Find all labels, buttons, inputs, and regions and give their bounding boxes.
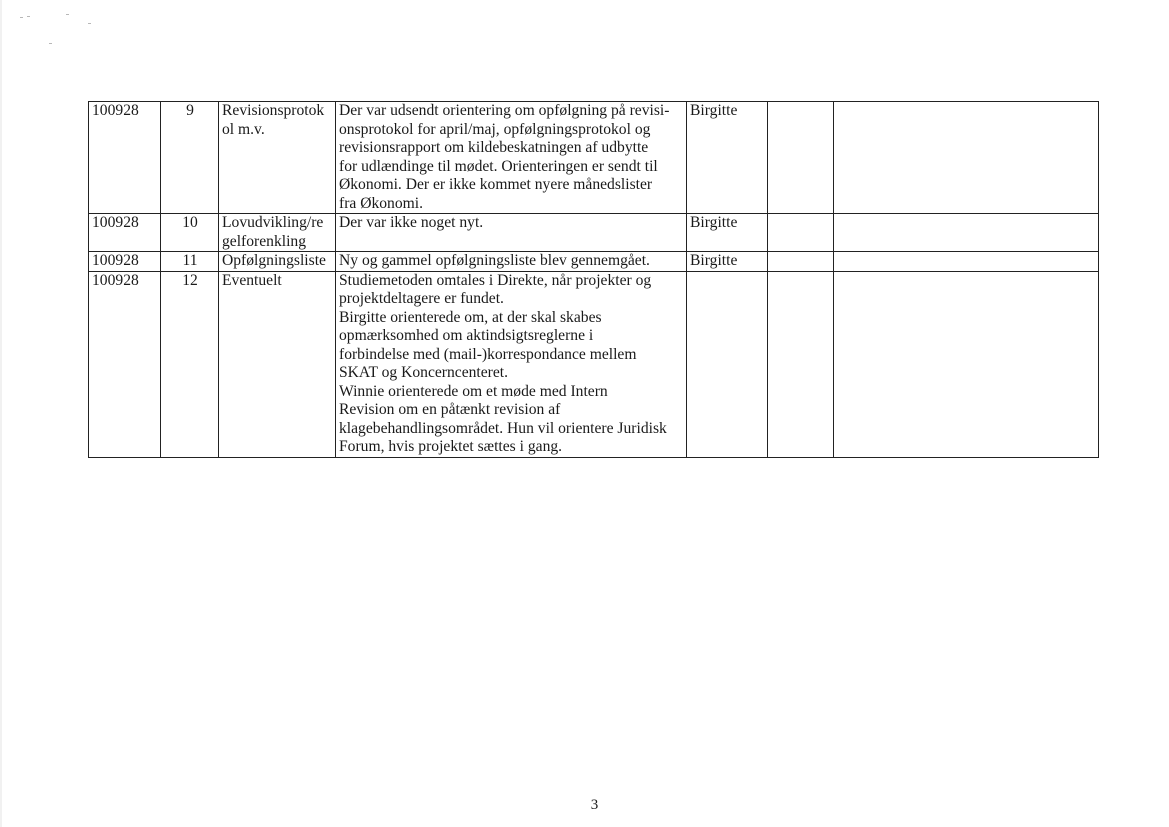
description-cell-line: Ny og gammel opfølgningsliste blev gennemgået. — [339, 252, 650, 269]
description-cell-line: klagebehandlingsområdet. Hun vil orientere Juridisk — [339, 419, 667, 437]
scan-speck — [88, 23, 91, 24]
scan-speck — [27, 16, 30, 17]
description-cell-line: Birgitte orienterede om, at der skal skabes — [339, 308, 602, 326]
subject-cell — [219, 271, 336, 457]
empty-cell — [834, 102, 1099, 214]
item-number-cell: 9 — [161, 102, 219, 214]
responsible-cell: Birgitte — [687, 102, 768, 214]
description-cell — [336, 271, 687, 457]
date-cell: 100928 — [89, 102, 161, 214]
date-cell: 100928 — [89, 252, 161, 272]
table-row — [89, 252, 1099, 272]
table-row — [89, 102, 1099, 214]
description-cell-line: forbindelse med (mail-)korrespondance mellem — [339, 345, 637, 363]
subject-cell-line: ol m.v. — [222, 120, 265, 138]
scan-speck — [66, 14, 69, 15]
empty-cell — [834, 214, 1099, 252]
description-cell-line: Winnie orienterede om et møde med Intern — [339, 382, 608, 400]
item-number-cell: 12 — [161, 271, 219, 457]
subject-cell-line: Lovudvikling/re — [222, 214, 324, 231]
date-cell: 100928 — [89, 271, 161, 457]
subject-cell-line: gelforenkling — [222, 232, 307, 250]
description-cell — [336, 102, 687, 214]
item-number-cell: 10 — [161, 214, 219, 252]
scan-speck — [20, 17, 23, 18]
description-cell — [336, 252, 687, 272]
description-cell-line: Økonomi. Der er ikke kommet nyere månedslister — [339, 176, 653, 193]
responsible-cell: Birgitte — [687, 214, 768, 252]
item-number-cell: 11 — [161, 252, 219, 272]
responsible-cell — [687, 271, 768, 457]
responsible-cell: Birgitte — [687, 252, 768, 272]
page-number: 3 — [590, 797, 599, 813]
description-cell-line: opmærksomhed om aktindsigtsreglerne i — [339, 327, 594, 344]
empty-cell — [834, 271, 1099, 457]
scan-speck — [49, 43, 52, 44]
subject-cell — [219, 102, 336, 214]
description-cell-line: revisionsrapport om kildebeskatningen af udbytte — [339, 139, 649, 156]
description-cell-line: Der var ikke noget nyt. — [339, 214, 484, 231]
subject-cell — [219, 214, 336, 252]
empty-cell — [768, 271, 834, 457]
subject-cell-line: Revisionsprotok — [222, 102, 325, 119]
scan-edge — [0, 0, 2, 827]
minutes-table-body — [89, 102, 1099, 458]
empty-cell — [768, 102, 834, 214]
date-cell: 100928 — [89, 214, 161, 252]
description-cell — [336, 214, 687, 252]
subject-cell-line: Eventuelt — [222, 271, 282, 289]
description-cell-line: projektdeltagere er fundet. — [339, 290, 504, 307]
subject-cell-line: Opfølgningsliste — [222, 252, 326, 269]
empty-cell — [768, 252, 834, 272]
description-cell-line: Revision om en påtænkt revision af — [339, 401, 561, 418]
table-row — [89, 214, 1099, 252]
description-cell-line: onsprotokol for april/maj, opfølgningsprotokol og — [339, 120, 651, 138]
description-cell-line: for udlændinge til mødet. Orienteringen er sendt til — [339, 157, 658, 175]
empty-cell — [834, 252, 1099, 272]
description-cell-line: Der var udsendt orientering om opfølgning på revisi- — [339, 102, 670, 119]
empty-cell — [768, 214, 834, 252]
description-cell-line: Forum, hvis projektet sættes i gang. — [339, 438, 563, 455]
description-cell-line: fra Økonomi. — [339, 194, 424, 212]
table-row — [89, 271, 1099, 457]
description-cell-line: Studiemetoden omtales i Direkte, når projekter og — [339, 271, 652, 289]
description-cell-line: SKAT og Koncerncenteret. — [339, 364, 509, 381]
minutes-table — [88, 101, 1099, 458]
subject-cell — [219, 252, 336, 272]
